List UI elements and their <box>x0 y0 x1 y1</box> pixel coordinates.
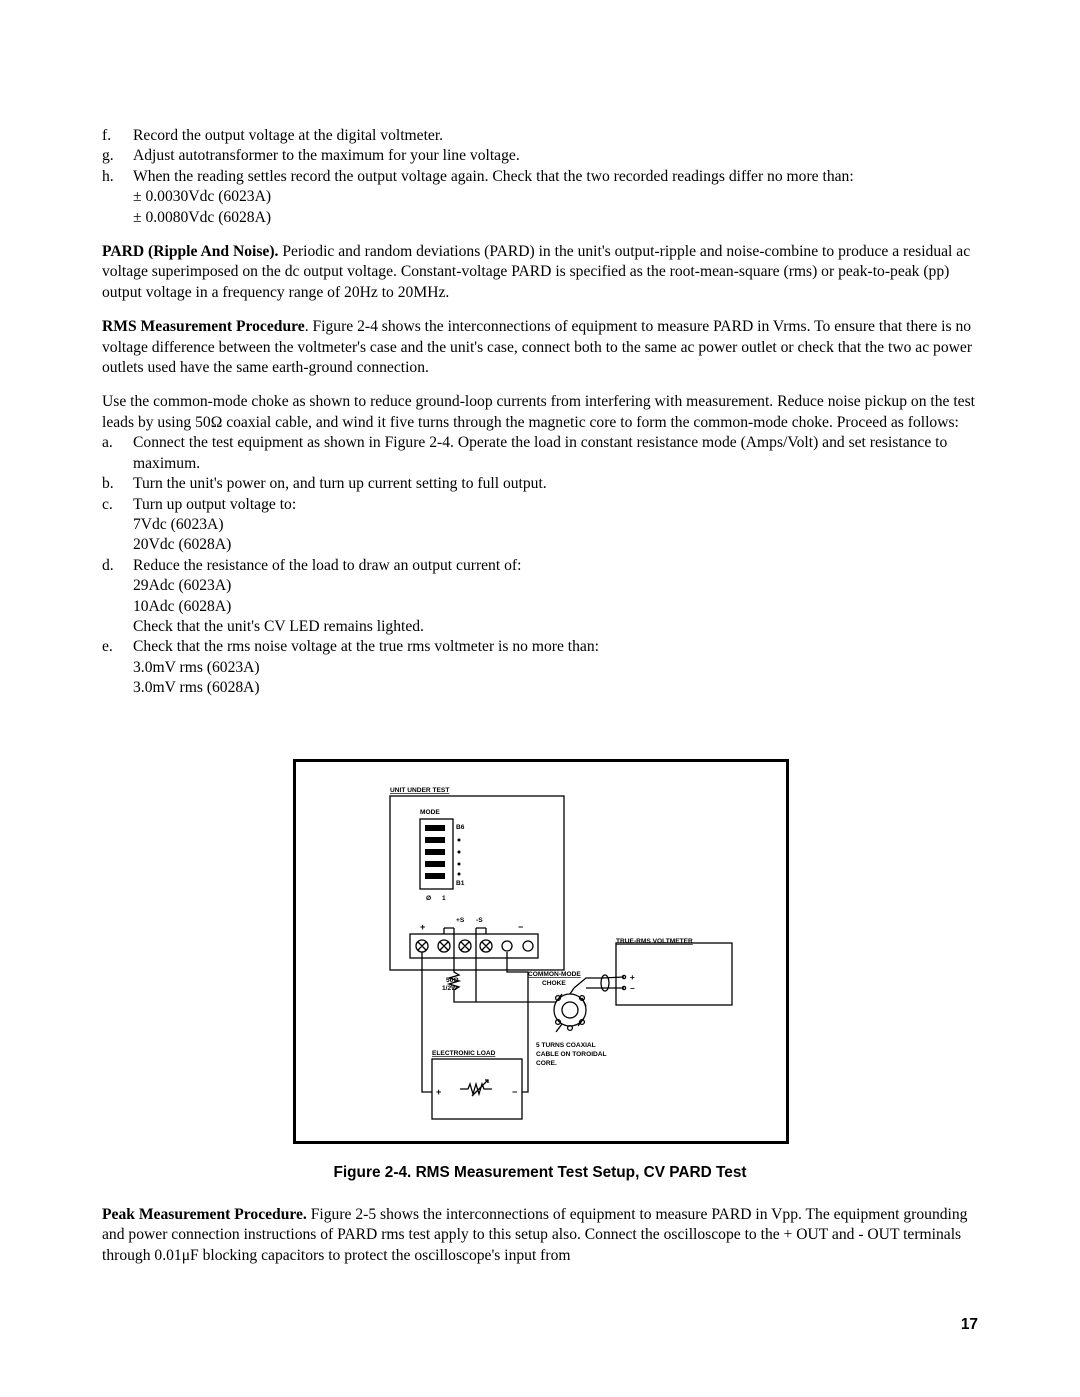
list-item <box>102 556 982 576</box>
spec-value: 7Vdc (6023A) <box>133 515 224 533</box>
spec-value: 3.0mV rms (6023A) <box>133 658 260 676</box>
b6-label: B6 <box>456 824 465 831</box>
plus-out-label: + <box>420 922 426 932</box>
rms-text: . Figure 2-4 shows the interconnections of equipment to measure PARD in Vrms. To ensure that there is no voltage difference between the voltmeter's case and the unit's case, connect both to the same ac power outlet or check that the two ac power outlets used have the same earth-ground connection. <box>102 318 973 377</box>
list-text: Turn the unit's power on, and turn up current setting to full output. <box>133 475 547 493</box>
list-marker: a. <box>102 434 113 452</box>
figure-2-4 <box>293 759 789 1144</box>
load-minus-lead <box>507 952 528 1092</box>
voltmeter-minus-label: − <box>630 984 635 993</box>
load-minus-label: − <box>512 1087 518 1097</box>
plus-s-label: +S <box>456 917 465 924</box>
mode-switch-b1 <box>425 873 445 879</box>
coax-note-1: 5 TURNS COAXIAL <box>536 1042 596 1049</box>
spec-note: Check that the unit's CV LED remains lighted. <box>133 617 424 635</box>
electronic-load-label: ELECTRONIC LOAD <box>432 1050 496 1057</box>
list-marker: h. <box>102 167 114 185</box>
list-marker: e. <box>102 638 113 656</box>
load-plus-label: + <box>436 1087 442 1097</box>
peak-heading: Peak Measurement Procedure. <box>102 1206 307 1223</box>
spec-value: 10Adc (6028A) <box>133 597 232 615</box>
unit-under-test-label: UNIT UNDER TEST <box>390 787 450 794</box>
list-marker: g. <box>102 147 114 165</box>
list-marker: f. <box>102 127 112 144</box>
list-text: When the reading settles record the output voltage again. Check that the two recorded readings differ no more than: <box>133 167 854 185</box>
mode-switch <box>425 837 445 843</box>
list-item <box>102 474 982 494</box>
peak-paragraph <box>102 1205 982 1266</box>
resistor-rating-label: 1/2W <box>442 985 458 992</box>
test-setup-diagram <box>296 762 786 1141</box>
choke-paragraph: Use the common-mode choke as shown to reduce ground-loop currents from interfering with measurement. Reduce noise pickup on the test leads by using 50Ω coaxial cable, and wind it five turns through the magnetic core to form the common-mode choke. Proceed as follows: <box>102 393 976 431</box>
list-text: Turn up output voltage to: <box>133 495 297 513</box>
one-label: 1 <box>442 895 446 902</box>
minus-s-label: -S <box>476 917 483 924</box>
peak-text: Figure 2-5 shows the interconnections of equipment to measure PARD in Vpp. The equipment grounding and power connection instructions of PARD rms test apply to this setup also. Connect the oscilloscope to the + OUT and - OUT terminals through 0.01μF blocking capacitors to protect the oscilloscope's input from <box>102 1206 968 1264</box>
load-plus-lead <box>422 952 432 1092</box>
rms-heading: RMS Measurement Procedure <box>102 318 305 336</box>
coax-note-2: CABLE ON TOROIDAL <box>536 1051 607 1058</box>
page-number: 17 <box>960 1316 978 1333</box>
list-text: Connect the test equipment as shown in Figure 2-4. Operate the load in constant resistance mode (Amps/Volt) and set resistance to maximum. <box>133 434 948 472</box>
pard-text: Periodic and random deviations (PARD) in the unit's output-ripple and noise-combine to produce a residual ac voltage superimposed on the dc output voltage. Constant-voltage PARD is specified as the root-mean-square (rms) or peak-to-peak (pp) output voltage in a frequency range of 20Hz to 20MHz. <box>102 243 971 301</box>
list-marker: b. <box>102 475 114 493</box>
list-item <box>102 146 982 166</box>
list-item <box>102 433 982 474</box>
list-text: Check that the rms noise voltage at the true rms voltmeter is no more than: <box>133 638 599 656</box>
minus-out-label: − <box>518 922 524 932</box>
mode-switch <box>425 849 445 855</box>
spec-value: 20Vdc (6028A) <box>133 536 232 554</box>
coax-note-3: CORE. <box>536 1060 557 1067</box>
list-item <box>102 637 982 657</box>
list-marker: d. <box>102 556 114 574</box>
zero-label: Ø <box>426 895 432 902</box>
pard-paragraph <box>102 242 982 303</box>
choke-label: COMMON-MODE <box>528 971 581 978</box>
spec-value: ± 0.0080Vdc (6028A) <box>133 208 272 226</box>
voltmeter-plus-label: + <box>630 973 635 982</box>
rms-paragraph <box>102 317 982 378</box>
spec-value: ± 0.0030Vdc (6023A) <box>133 188 272 206</box>
list-item <box>102 126 982 146</box>
list-text: Reduce the resistance of the load to draw an output current of: <box>133 556 522 574</box>
terminal-strip <box>410 934 538 958</box>
resistor-label: 50Ω <box>446 977 459 984</box>
list-item <box>102 167 982 187</box>
terminal-minus-out <box>502 941 512 951</box>
mode-switch-b6 <box>425 825 445 831</box>
steps-top <box>102 126 982 228</box>
b1-label: B1 <box>456 880 465 887</box>
list-marker: c. <box>102 495 113 513</box>
spec-value: 3.0mV rms (6028A) <box>133 679 260 697</box>
spec-value: 29Adc (6023A) <box>133 577 232 595</box>
figure-caption: Figure 2-4. RMS Measurement Test Setup, CV PARD Test <box>333 1164 747 1181</box>
steps-rms <box>102 433 982 698</box>
variable-resistor-icon <box>460 1080 492 1096</box>
pard-heading: PARD (Ripple And Noise). <box>102 243 279 261</box>
voltmeter-label: TRUE-RMS VOLTMETER <box>616 938 693 945</box>
terminal-ground <box>523 941 533 951</box>
list-text: Adjust autotransformer to the maximum for your line voltage. <box>133 147 520 165</box>
page-body <box>102 126 982 699</box>
list-item <box>102 495 982 515</box>
choke-label-2: CHOKE <box>542 980 566 987</box>
mode-switch <box>425 861 445 867</box>
list-text: Record the output voltage at the digital voltmeter. <box>133 127 444 144</box>
mode-label: MODE <box>420 809 440 816</box>
